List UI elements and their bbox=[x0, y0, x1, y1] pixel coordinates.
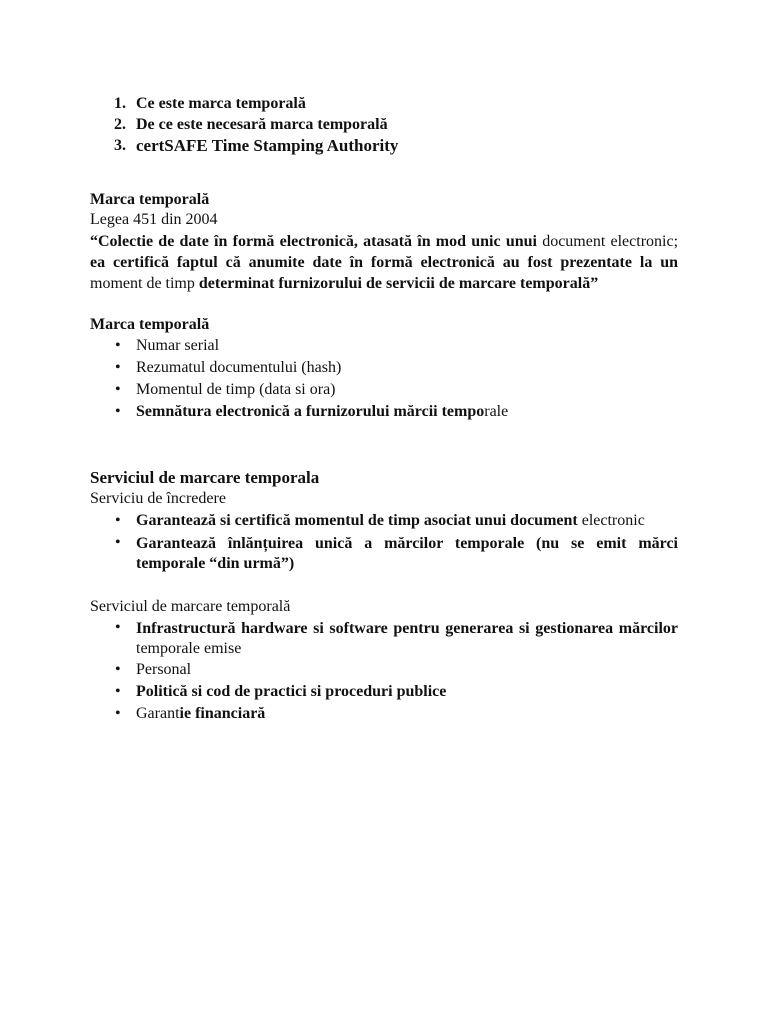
list-item: Garantează înlănțuirea unică a mărcilor temporale (nu se emit mărci bbox=[136, 535, 678, 552]
quote-line: moment de timp determinat furnizorului de servicii de marcare temporală” bbox=[90, 275, 599, 292]
quote-line: “Colectie de date în formă electronică, atasată în mod unic unui document electronic; bbox=[90, 233, 679, 250]
bullet-icon: • bbox=[115, 705, 121, 722]
bullet-icon: • bbox=[115, 683, 121, 700]
section-heading: Marca temporală bbox=[90, 316, 210, 333]
bullet-icon: • bbox=[115, 381, 121, 398]
list-item: Momentul de timp (data si ora) bbox=[136, 381, 336, 398]
bullet-icon: • bbox=[115, 337, 121, 354]
list-item: Numar serial bbox=[136, 337, 220, 354]
list-item: Semnătura electronică a furnizorului mărcii temporale bbox=[136, 403, 509, 420]
law-reference: Legea 451 din 2004 bbox=[90, 211, 218, 228]
list-item: Politică si cod de practici si proceduri publice bbox=[136, 683, 447, 700]
bullet-icon: • bbox=[115, 512, 121, 529]
list-item: Garantează si certifică momentul de timp asociat unui document electronic bbox=[136, 512, 645, 529]
list-item-continuation: temporale emise bbox=[136, 640, 242, 657]
toc-number: 1. bbox=[114, 95, 126, 112]
toc-number: 2. bbox=[114, 116, 126, 133]
bullet-icon: • bbox=[115, 619, 121, 636]
list-item-continuation: temporale “din urmă”) bbox=[136, 555, 295, 572]
quote-line: ea certifică faptul că anumite date în formă electronică au fost prezentate la un bbox=[90, 254, 678, 271]
section-heading: Serviciul de marcare temporala bbox=[90, 468, 320, 487]
section-subtitle: Serviciu de încredere bbox=[90, 490, 226, 507]
list-item: Garantie financiară bbox=[136, 705, 266, 722]
list-item: Infrastructură hardware si software pentru generarea si gestionarea mărcilor bbox=[136, 620, 678, 637]
section-heading: Marca temporală bbox=[90, 191, 210, 208]
toc-number: 3. bbox=[114, 137, 126, 154]
section-heading: Serviciul de marcare temporală bbox=[90, 598, 291, 615]
list-item: Personal bbox=[136, 661, 192, 678]
bullet-icon: • bbox=[115, 661, 121, 678]
bullet-icon: • bbox=[115, 403, 121, 420]
list-item: Rezumatul documentului (hash) bbox=[136, 359, 342, 376]
toc-item: De ce este necesară marca temporală bbox=[136, 116, 388, 133]
bullet-icon: • bbox=[115, 534, 121, 551]
toc-item: Ce este marca temporală bbox=[136, 95, 306, 112]
toc-item: certSAFE Time Stamping Authority bbox=[136, 136, 399, 155]
bullet-icon: • bbox=[115, 359, 121, 376]
